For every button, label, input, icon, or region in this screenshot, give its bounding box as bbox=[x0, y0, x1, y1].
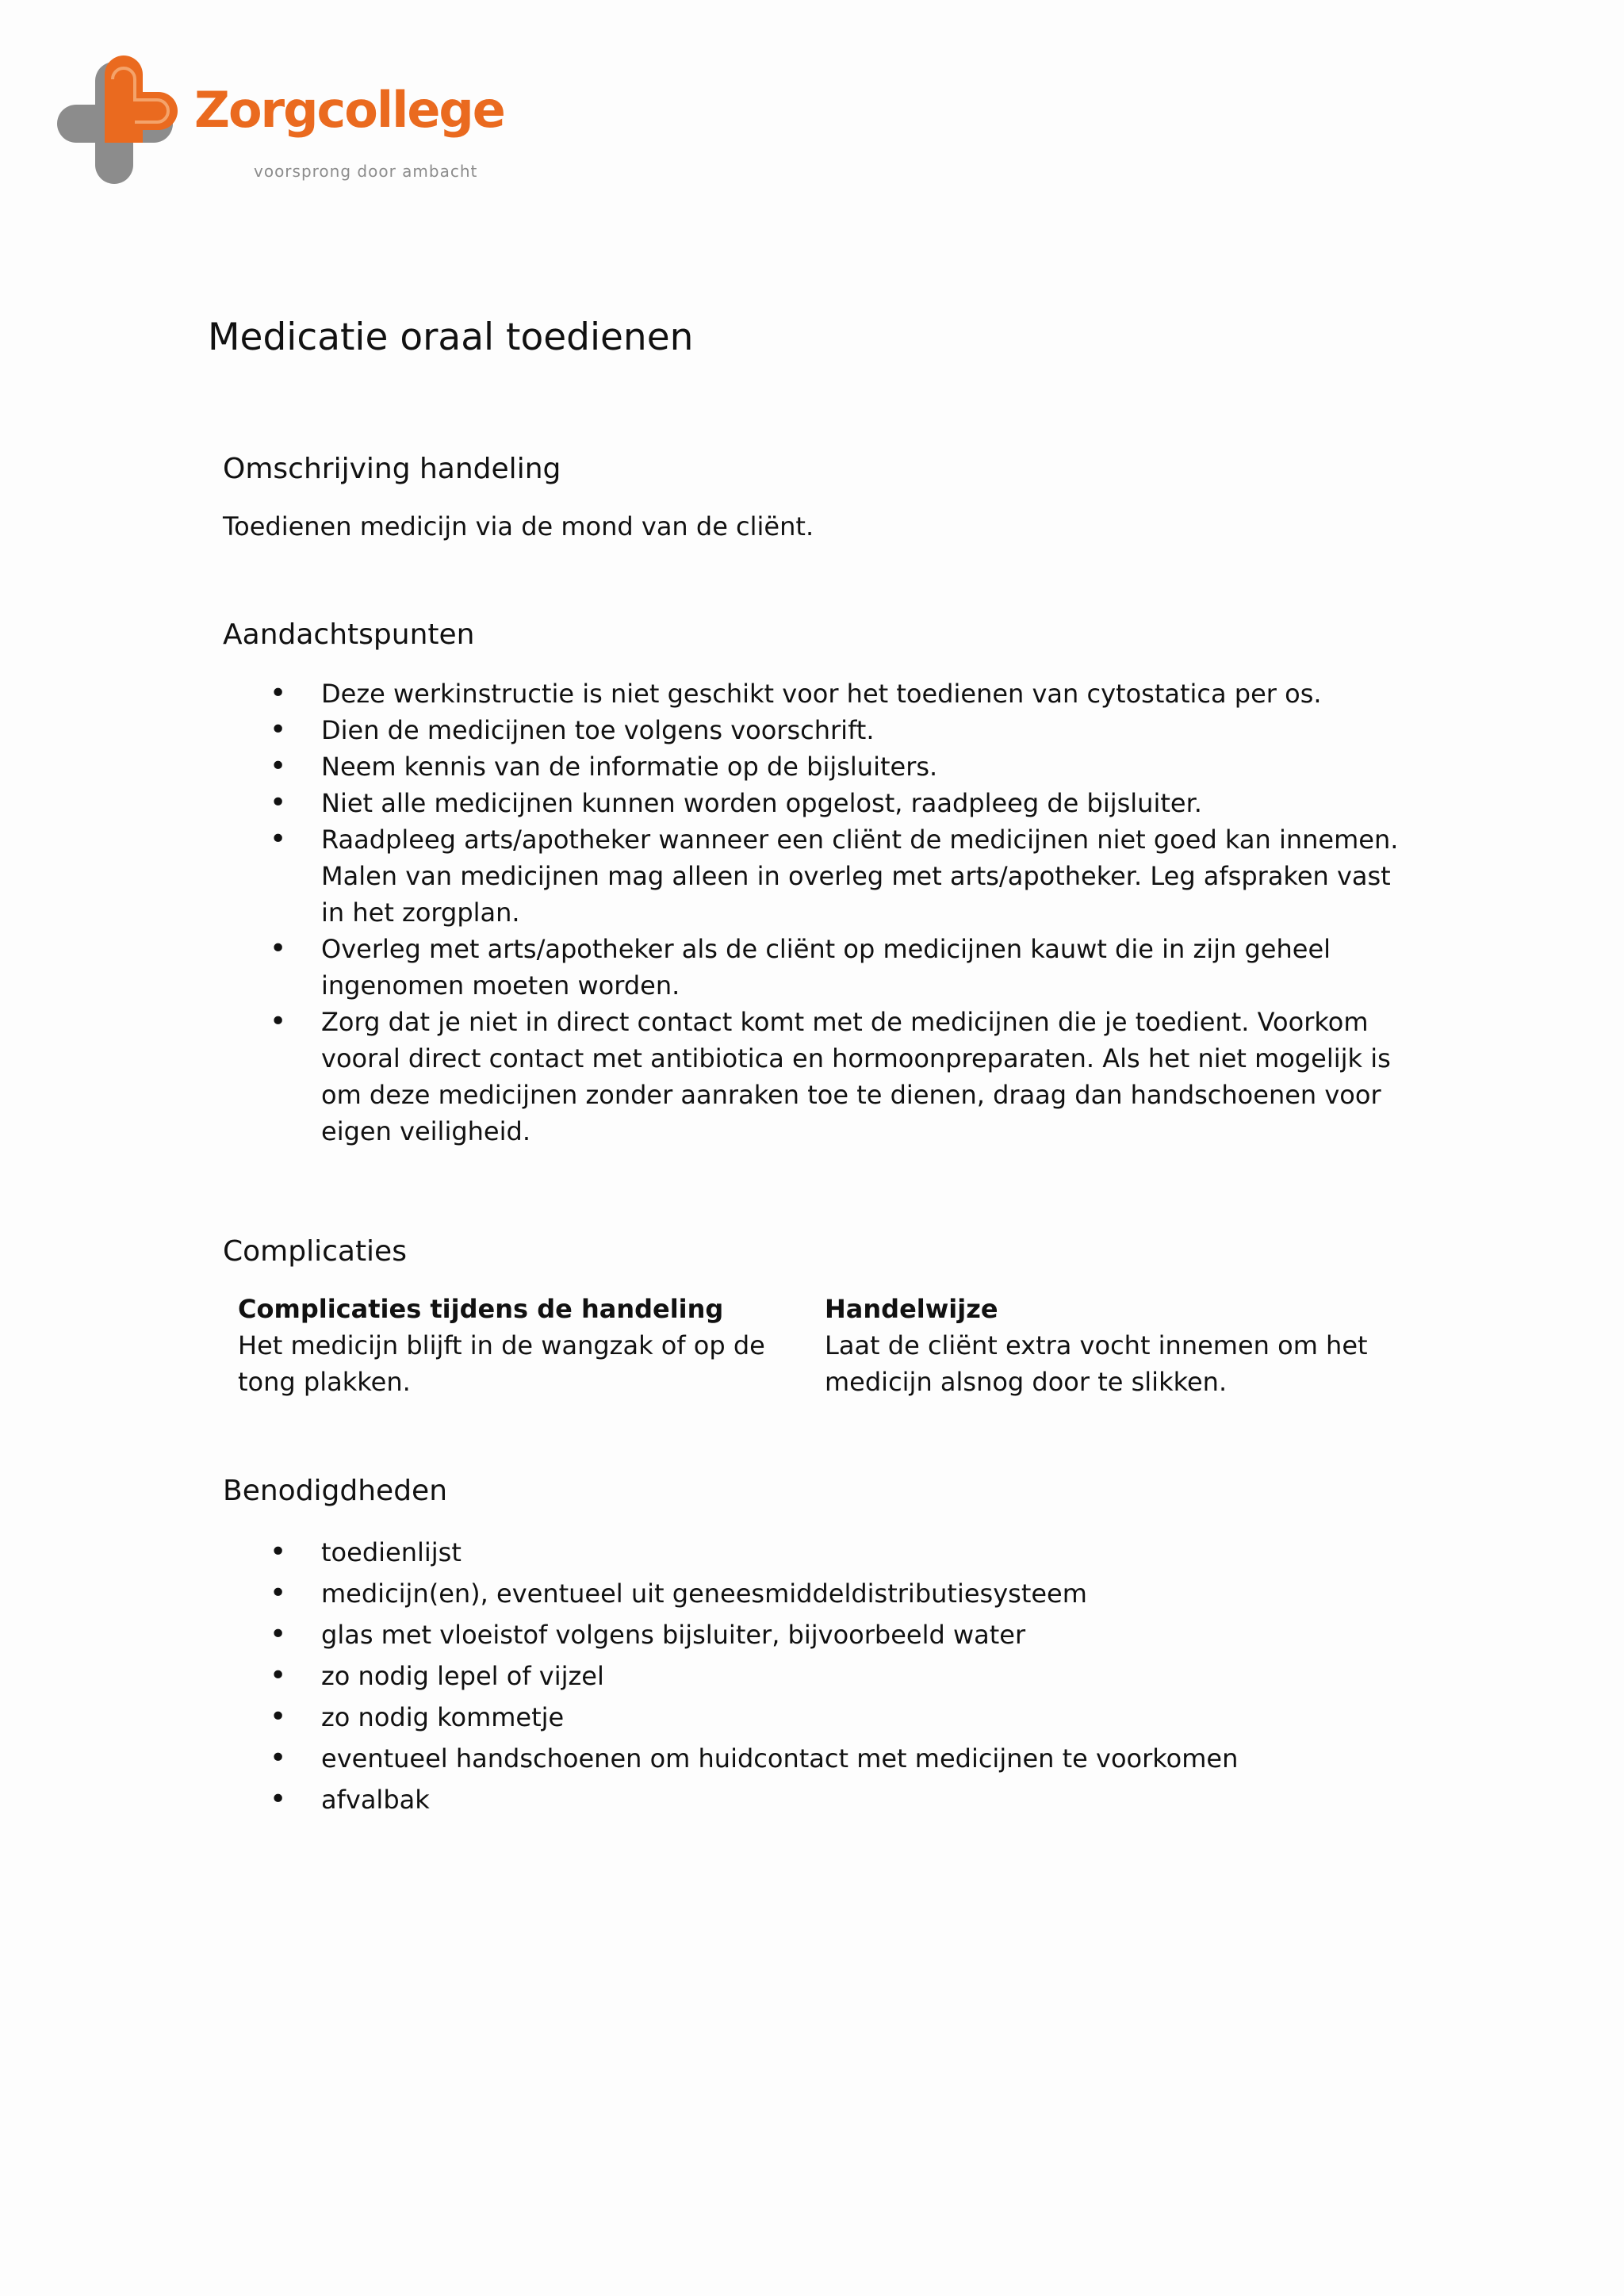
cross-logo-icon bbox=[56, 55, 190, 190]
list-item: • Niet alle medicijnen kunnen worden opgelost, raadpleeg de bijsluiter. bbox=[223, 785, 1412, 821]
list-item: • afvalbak bbox=[223, 1779, 1412, 1820]
list-item: • eventueel handschoenen om huidcontact met medicijnen te voorkomen bbox=[223, 1738, 1412, 1779]
aandachtspunten-list bbox=[223, 675, 1412, 1150]
list-item: • Dien de medicijnen toe volgens voorschrift. bbox=[223, 712, 1412, 748]
benodigdheden-heading: Benodigdheden bbox=[223, 1475, 448, 1507]
complicaties-column bbox=[238, 1291, 825, 1400]
list-item: • Raadpleeg arts/apotheker wanneer een cliënt de medicijnen niet goed kan innemen. Malen van medicijnen mag alleen in overleg met arts/apotheker. Leg afspraken vast in het zorgplan. bbox=[223, 821, 1412, 931]
list-item: • toedienlijst bbox=[223, 1532, 1412, 1573]
aandachtspunten-heading: Aandachtspunten bbox=[223, 618, 475, 651]
handelwijze-column-text: Laat de cliënt extra vocht innemen om het medicijn alsnog door te slikken. bbox=[825, 1330, 1368, 1397]
complicaties-table bbox=[238, 1291, 1396, 1400]
logo bbox=[56, 55, 504, 190]
list-item: • Zorg dat je niet in direct contact komt met de medicijnen die je toedient. Voorkom vooral direct contact met antibiotica en hormoonpreparaten. Als het niet mogelijk is om deze medicijnen zonder aanraken toe te dienen, draag dan handschoenen voor eigen veiligheid. bbox=[223, 1004, 1412, 1150]
list-item: • glas met vloeistof volgens bijsluiter, bijvoorbeeld water bbox=[223, 1614, 1412, 1655]
logo-tagline: voorsprong door ambacht bbox=[254, 162, 478, 181]
list-item: • Overleg met arts/apotheker als de cliënt op medicijnen kauwt die in zijn geheel ingenomen moeten worden. bbox=[223, 931, 1412, 1004]
complicaties-heading: Complicaties bbox=[223, 1235, 407, 1268]
list-item: • zo nodig lepel of vijzel bbox=[223, 1655, 1412, 1697]
list-item: • Deze werkinstructie is niet geschikt voor het toedienen van cytostatica per os. bbox=[223, 675, 1412, 712]
omschrijving-text: Toedienen medicijn via de mond van de cliënt. bbox=[223, 511, 814, 541]
handelwijze-column-heading: Handelwijze bbox=[825, 1294, 998, 1324]
benodigdheden-list bbox=[223, 1532, 1412, 1820]
list-item: • medicijn(en), eventueel uit geneesmiddeldistributiesysteem bbox=[223, 1573, 1412, 1614]
omschrijving-heading: Omschrijving handeling bbox=[223, 453, 561, 485]
list-item: • Neem kennis van de informatie op de bijsluiters. bbox=[223, 748, 1412, 785]
handelwijze-column bbox=[825, 1291, 1396, 1400]
complicaties-column-text: Het medicijn blijft in de wangzak of op de tong plakken. bbox=[238, 1330, 765, 1397]
complicaties-column-heading: Complicaties tijdens de handeling bbox=[238, 1294, 724, 1324]
document-title: Medicatie oraal toedienen bbox=[208, 316, 694, 359]
logo-name: Zorgcollege bbox=[194, 81, 504, 139]
list-item: • zo nodig kommetje bbox=[223, 1697, 1412, 1738]
